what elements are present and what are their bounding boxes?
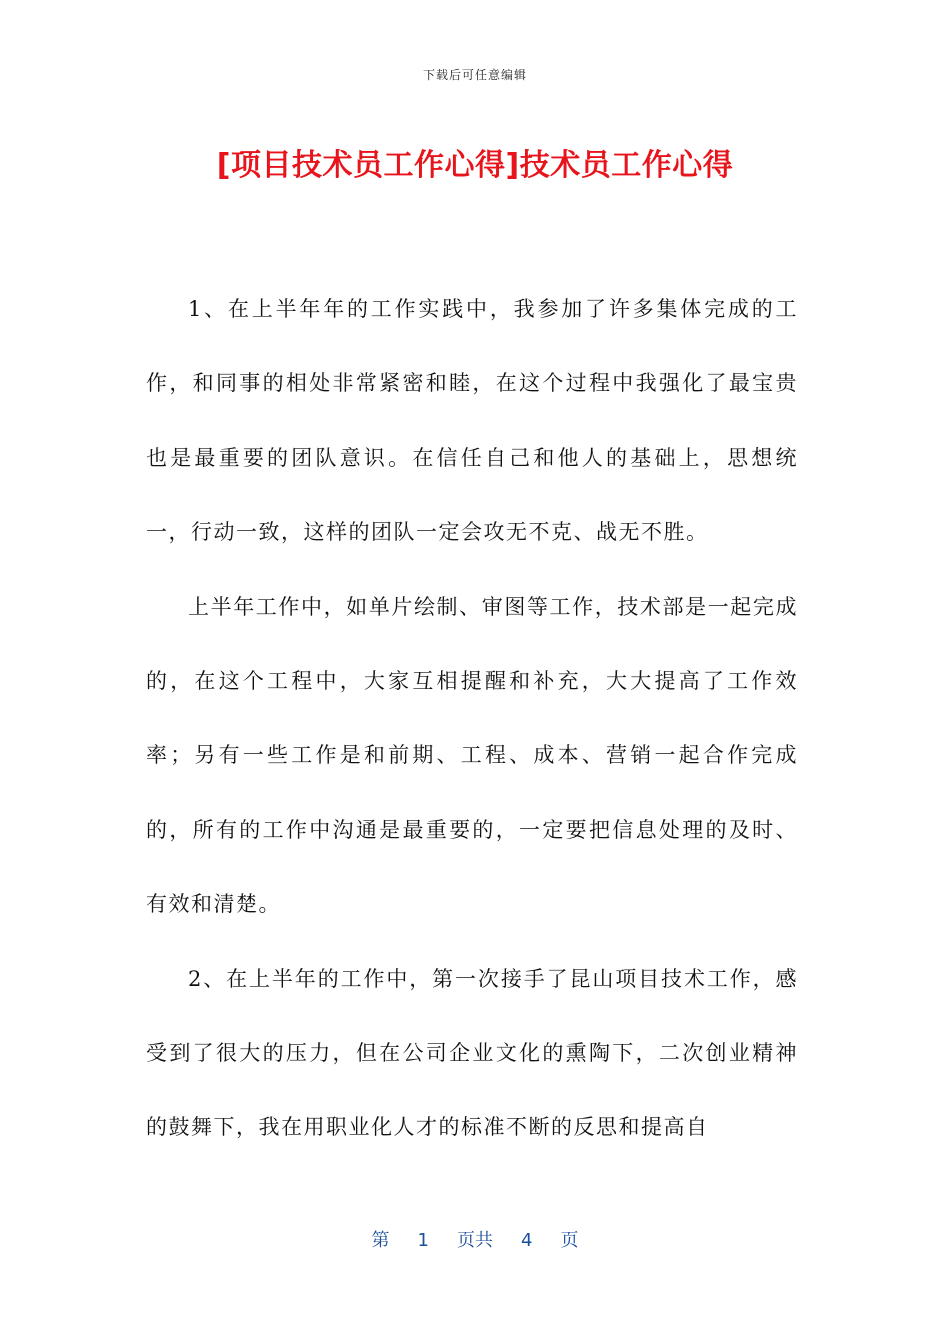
paragraph-1: 1、在上半年年的工作实践中，我参加了许多集体完成的工作，和同事的相处非常紧密和睦，在这个过程中我强化了最宝贵也是最重要的团队意识。在信任自己和他人的基础上，思想统一，行动一致，这样的团队一定会攻无不克、战无不胜。 <box>146 297 798 545</box>
footer-suffix: 页 <box>560 1230 579 1251</box>
footer-current-page: 1 <box>417 1230 429 1251</box>
paragraph-2: 上半年工作中，如单片绘制、审图等工作，技术部是一起完成的，在这个工程中，大家互相提醒和补充，大大提高了工作效率；另有一些工作是和前期、工程、成本、营销一起合作完成的，所有的工作中沟通是最重要的，一定要把信息处理的及时、有效和清楚。 <box>146 594 798 917</box>
document-body <box>146 272 798 1165</box>
footer-middle: 页共 <box>457 1230 493 1251</box>
footer-total-pages: 4 <box>521 1230 533 1251</box>
document-title: [项目技术员工作心得]技术员工作心得 <box>216 148 734 183</box>
page-footer <box>0 1226 950 1252</box>
footer-prefix: 第 <box>371 1230 390 1251</box>
header-note: 下载后可任意编辑 <box>422 68 527 82</box>
paragraph-3: 2、在上半年的工作中，第一次接手了昆山项目技术工作，感受到了很大的压力，但在公司企业文化的熏陶下，二次创业精神的鼓舞下，我在用职业化人才的标准不断的反思和提高自 <box>146 966 798 1140</box>
